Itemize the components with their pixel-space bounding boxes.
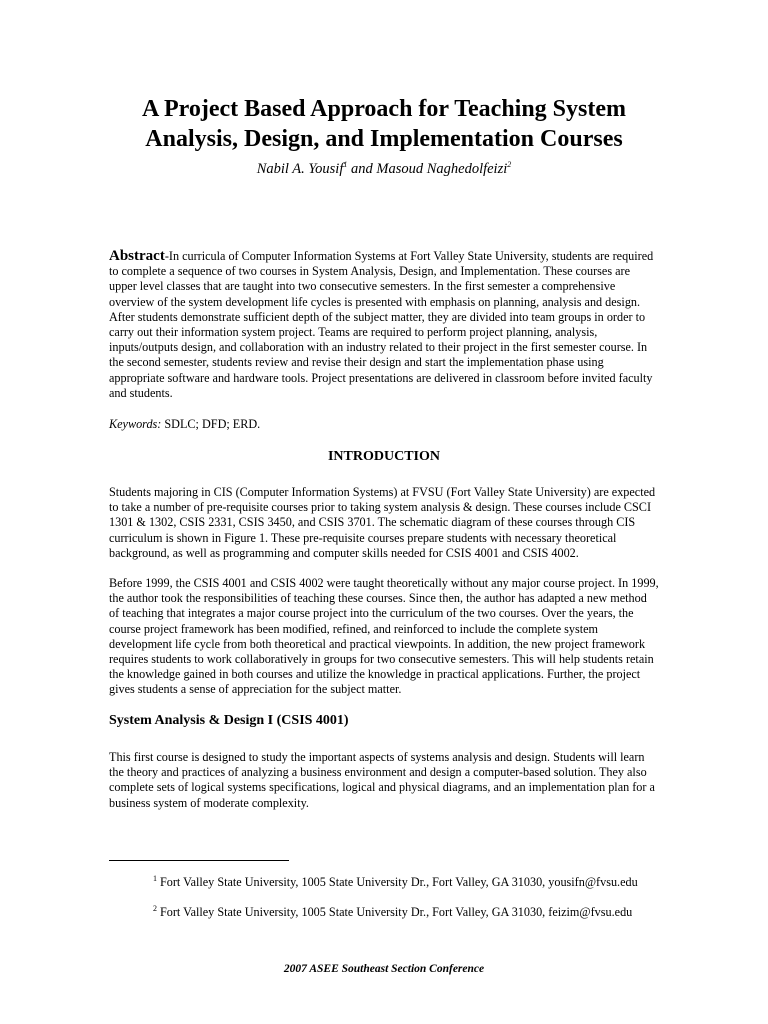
author-1-footnote-mark: 1 <box>343 160 348 169</box>
section-heading-csis-4001: System Analysis & Design I (CSIS 4001) <box>109 713 349 728</box>
abstract-paragraph <box>109 249 659 401</box>
introduction-paragraph-2: Before 1999, the CSIS 4001 and CSIS 4002 were taught theoretically without any major course project. In 1999, the author took the responsibilities of teaching these courses. Since then, the author has adapted a new method of teaching that integrates a major course project into the curriculum of the two courses. Over the years, the course project framework has been modified, refined, and reinforced to include the complete system development life cycle from both theoretical and practical viewpoints. In addition, the new project framework requires students to work collaboratively in groups for two consecutive semesters. This will help students retain the knowledge gained in both courses and utilize the knowledge in practical applications. Further, the project gives students a sense of appreciation for the subject matter. <box>109 576 659 697</box>
keywords-line <box>109 417 659 432</box>
introduction-heading: INTRODUCTION <box>327 449 440 464</box>
keywords-label: Keywords: <box>109 417 162 431</box>
footnote-separator <box>109 860 289 861</box>
footnote-2-mark: 2 <box>153 904 157 913</box>
title-line-1: A Project Based Approach for Teaching System <box>141 96 627 122</box>
author-2-footnote-mark: 2 <box>507 160 512 169</box>
footnote-1 <box>153 871 638 890</box>
author-connector: and <box>347 160 377 177</box>
keywords-text: SDLC; DFD; ERD. <box>161 417 261 431</box>
conference-footer: 2007 ASEE Southeast Section Conference <box>283 963 485 975</box>
footnote-1-text: Fort Valley State University, 1005 State University Dr., Fort Valley, GA 31030, yousifn@fvsu.edu <box>160 875 638 890</box>
footnote-2-text: Fort Valley State University, 1005 State University Dr., Fort Valley, GA 31030, feizim@fvsu.edu <box>160 905 633 920</box>
section-csis-4001-paragraph: This first course is designed to study the important aspects of systems analysis and design. Students will learn the theory and practices of analyzing a business environment and design a computer-based solution. They also complete sets of logical systems specifications, logical and physical diagrams, and an implementation plan for a business system of moderate complexity. <box>109 750 655 810</box>
abstract-heading: Abstract <box>109 248 165 264</box>
author-1: Nabil A. Yousif <box>256 160 344 177</box>
introduction-paragraph-1: Students majoring in CIS (Computer Information Systems) at FVSU (Fort Valley State University) are expected to take a number of pre-requisite courses prior to taking system analysis & design. These courses include CSCI 1301 & 1302, CSIS 2331, CSIS 3450, and CSIS 3701. The schematic diagram of these courses through CIS curriculum is shown in Figure 1. These pre-requisite courses prepare students with necessary theoretical background, as well as programming and computer skills needed for CSIS 4001 and CSIS 4002. <box>109 485 656 560</box>
abstract-text: -In curricula of Computer Information Systems at Fort Valley State University, students are required to complete a sequence of two courses in System Analysis, Design, and Implementation. These courses are upper level classes that are taught into two consecutive semesters. In the first semester a comprehensive overview of the system development life cycles is presented with emphasis on planning, analysis and design. After students demonstrate sufficient depth of the subject matter, they are divided into team groups in order to carry out their information system project. Teams are required to perform project planning, analysis, inputs/outputs design, and collaboration with an industry related to their project in the first semester course. In the second semester, students review and revise their design and start the implementation phase using appropriate software and hardware tools. Project presentations are delivered in classroom before invited faculty and students. <box>109 249 654 400</box>
footnote-1-mark: 1 <box>153 874 157 883</box>
paper-title <box>60 94 708 154</box>
footnote-2 <box>153 901 632 920</box>
title-line-2: Analysis, Design, and Implementation Courses <box>145 126 623 152</box>
author-2: Masoud Naghedolfeizi <box>376 160 508 177</box>
author-line <box>60 156 708 178</box>
